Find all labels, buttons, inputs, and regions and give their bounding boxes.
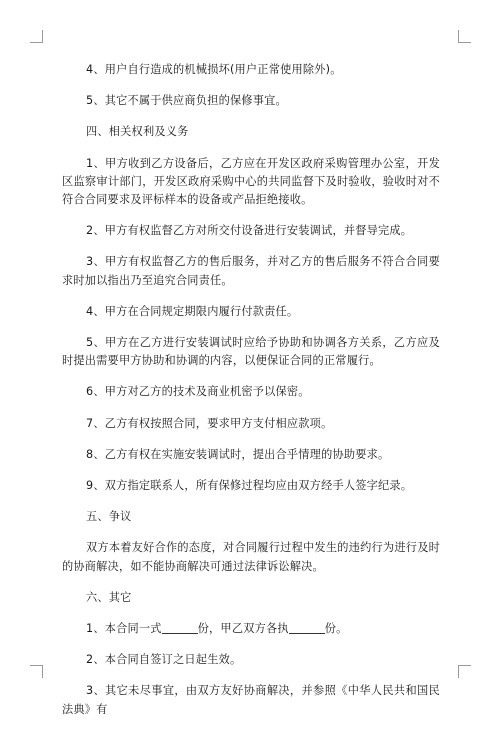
document-body bbox=[62, 61, 440, 732]
paragraph-dispute: 双方本着友好合作的态度，对合同履行过程中发生的违约行为进行及时的协商解决，如不能协商解决可通过法律诉讼解决。 bbox=[62, 541, 440, 573]
paragraph-other-warranty: 5、其它不属于供应商负担的保修事宜。 bbox=[86, 94, 287, 108]
crop-mark-bottom-left bbox=[30, 665, 43, 678]
crop-mark-bottom-right bbox=[458, 665, 471, 678]
paragraph-assistance: 8、乙方有权在实施安装调试时，提出合乎情理的协助要求。 bbox=[86, 447, 390, 461]
copies-text-2: 份，甲乙双方各执 bbox=[197, 622, 289, 636]
paragraph-user-damage: 4、用户自行造成的机械损坏(用户正常使用除外)。 bbox=[86, 63, 342, 76]
paragraph-effective: 2、本合同自签订之日起生效。 bbox=[86, 653, 242, 667]
paragraph-copies bbox=[62, 620, 440, 638]
section-heading-other: 六、其它 bbox=[86, 590, 132, 604]
paragraph-after-sales: 3、甲方有权监督乙方的售后服务，并对乙方的售后服务不符合合同要求时加以指出乃至追究合同责任。 bbox=[62, 255, 440, 287]
paragraph-contacts: 9、双方指定联系人，所有保修过程均应由双方经手人签字纪录。 bbox=[86, 479, 413, 493]
paragraph-payment: 4、甲方在合同规定期限内履行付款责任。 bbox=[86, 304, 299, 318]
crop-mark-top-right bbox=[458, 30, 471, 43]
paragraph-other-matters: 3、其它未尽事宜，由双方友好协商解决，并参照《中华人民共和国民法典》有 bbox=[62, 684, 440, 716]
section-heading-rights: 四、相关权利及义务 bbox=[86, 125, 189, 139]
crop-mark-top-left bbox=[30, 30, 43, 43]
paragraph-confidentiality: 6、甲方对乙方的技术及商业机密予以保密。 bbox=[86, 385, 310, 399]
copies-blank-total bbox=[162, 621, 198, 634]
copies-text-3: 份。 bbox=[324, 622, 348, 636]
copies-blank-each bbox=[289, 621, 325, 634]
paragraph-installation-supervision: 2、甲方有权监督乙方对所交付设备进行安装调试，并督导完成。 bbox=[86, 224, 413, 238]
paragraph-payment-right: 7、乙方有权按照合同，要求甲方支付相应款项。 bbox=[86, 416, 333, 430]
paragraph-acceptance: 1、甲方收到乙方设备后，乙方应在开发区政府采购管理办公室，开发区监察审计部门，开发区政府采购中心的共同监督下及时验收，验收时对不符合合同要求及评标样本的设备或产品拒绝接收。 bbox=[62, 156, 440, 207]
section-heading-dispute: 五、争议 bbox=[86, 510, 132, 524]
copies-text-1: 1、本合同一式 bbox=[86, 622, 162, 636]
paragraph-coordination: 5、甲方在乙方进行安装调试时应给予协助和协调各方关系，乙方应及时提出需要甲方协助和协调的内容，以便保证合同的正常履行。 bbox=[62, 336, 440, 368]
